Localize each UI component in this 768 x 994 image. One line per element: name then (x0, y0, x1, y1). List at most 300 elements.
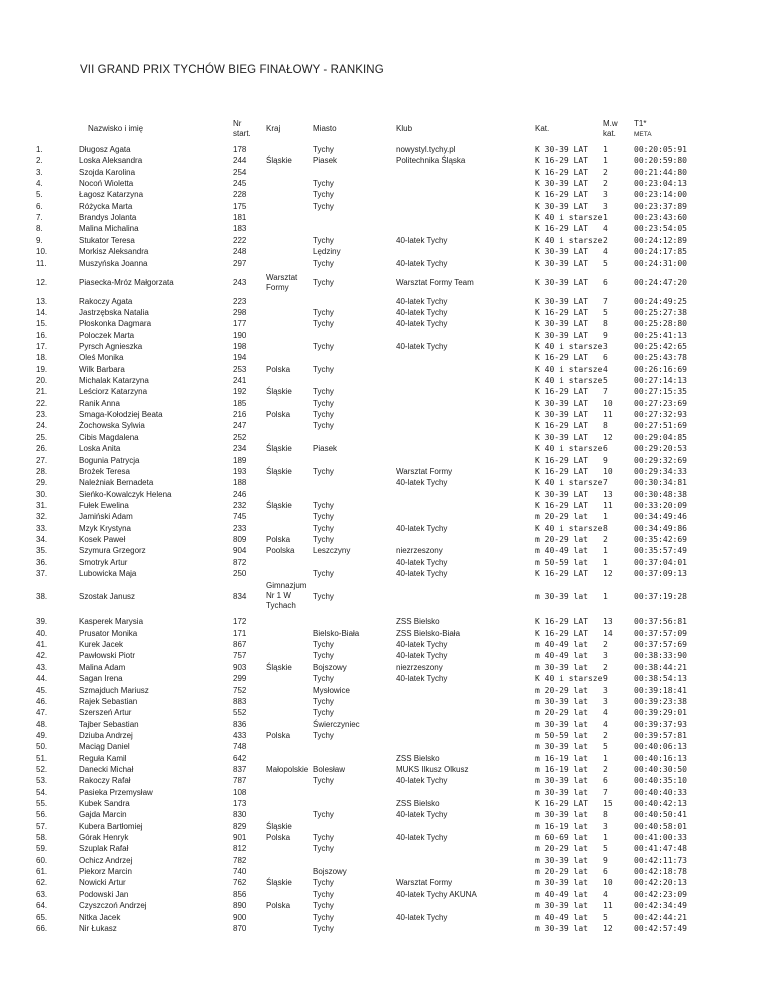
category: m 30-39 lat (535, 742, 588, 752)
category-place: 9 (603, 330, 608, 340)
finish-time: 00:24:49:25 (634, 296, 687, 306)
category: K 16-29 LAT (535, 167, 588, 177)
city: Tychy (313, 500, 334, 510)
club: 40-latek Tychy (396, 651, 448, 661)
row-number: 34. (36, 534, 48, 544)
club: 40-latek Tychy (396, 342, 448, 351)
athlete-name: Pyrsch Agnieszka (79, 342, 143, 351)
row-number: 24. (36, 421, 48, 431)
header-klub: Klub (396, 124, 413, 133)
category-place: 10 (603, 466, 613, 476)
category: K 30-39 LAT (535, 247, 588, 257)
start-number: 222 (233, 235, 247, 245)
athlete-name: Szerszeń Artur (79, 708, 132, 718)
club: Politechnika Śląska (396, 156, 466, 166)
category: K 40 i starsze (535, 235, 603, 245)
row-number: 9. (36, 235, 43, 245)
row-number: 26. (36, 444, 48, 454)
row-number: 16. (36, 330, 48, 340)
finish-time: 00:41:00:33 (634, 833, 687, 842)
category: K 16-29 LAT (535, 387, 588, 397)
start-number: 829 (233, 821, 247, 831)
category-place: 3 (603, 651, 608, 661)
category-place: 2 (603, 662, 608, 672)
athlete-name: Smotryk Artur (79, 557, 128, 567)
club: Warsztat Formy Team (396, 277, 474, 287)
athlete-name: Szuplak Rafał (79, 844, 129, 854)
city: Tychy (313, 364, 334, 374)
region: Polska (266, 364, 291, 374)
city: Tychy (313, 523, 334, 533)
finish-time: 00:42:20:13 (634, 878, 687, 888)
athlete-name: Poloczek Marta (79, 330, 135, 340)
category: m 40-49 lat (535, 889, 588, 899)
finish-time: 00:35:57:49 (634, 546, 687, 556)
athlete-name: Brożek Teresa (79, 466, 130, 476)
row-number: 43. (36, 662, 48, 672)
start-number: 188 (233, 478, 247, 488)
finish-time: 00:23:14:00 (634, 190, 687, 200)
row-number: 15. (36, 319, 48, 329)
start-number: 246 (233, 489, 247, 499)
city: Tychy (313, 277, 334, 287)
finish-time: 00:29:34:33 (634, 466, 687, 476)
athlete-name: Cibis Magdalena (79, 432, 139, 442)
finish-time: 00:42:23:09 (634, 889, 687, 899)
category-place: 8 (603, 810, 608, 820)
category-place: 3 (603, 190, 608, 200)
category-place: 12 (603, 432, 613, 442)
athlete-name: Sieńko-Kowalczyk Helena (79, 489, 172, 499)
category-place: 1 (603, 156, 608, 166)
athlete-name: Oleś Monika (79, 353, 124, 363)
finish-time: 00:30:48:38 (634, 489, 687, 499)
city: Tychy (313, 466, 334, 476)
category: m 16-19 lat (535, 764, 588, 774)
finish-time: 00:40:40:33 (634, 787, 687, 797)
finish-time: 00:42:18:78 (634, 867, 687, 877)
category-place: 2 (603, 534, 608, 544)
start-number: 192 (233, 387, 247, 397)
category: K 30-39 LAT (535, 296, 588, 306)
row-number: 29. (36, 478, 48, 488)
category-place: 2 (603, 179, 608, 188)
start-number: 901 (233, 833, 247, 842)
club: ZSS Bielsko (396, 753, 440, 763)
city: Tychy (313, 889, 334, 899)
category-place: 3 (603, 685, 608, 695)
start-number: 787 (233, 776, 247, 786)
athlete-name: Tajber Sebastian (79, 719, 139, 729)
category: m 30-39 lat (535, 662, 588, 672)
city: Tychy (313, 569, 334, 578)
category-place: 4 (603, 247, 608, 257)
city: Leszczyny (313, 546, 351, 556)
athlete-name: Szymura Grzegorz (79, 546, 146, 556)
finish-time: 00:40:06:13 (634, 742, 687, 752)
athlete-name: Kosek Paweł (79, 534, 126, 544)
start-number: 172 (233, 617, 247, 627)
athlete-name: Jamiński Adam (79, 512, 133, 522)
athlete-name: Rakoczy Agata (79, 296, 133, 306)
start-number: 298 (233, 307, 247, 317)
category-place: 3 (603, 342, 608, 351)
city: Tychy (313, 730, 334, 740)
athlete-name: Pawłowski Piotr (79, 651, 136, 661)
row-number: 33. (36, 523, 48, 533)
athlete-name: Różycka Marta (79, 201, 133, 211)
start-number: 194 (233, 353, 247, 363)
category: m 30-39 lat (535, 787, 588, 797)
category: m 16-19 lat (535, 821, 588, 831)
club: ZSS Bielsko (396, 799, 440, 808)
finish-time: 00:39:18:41 (634, 685, 687, 695)
athlete-name: Kurek Jacek (79, 640, 124, 650)
city: Tychy (313, 512, 334, 522)
start-number: 762 (233, 878, 247, 888)
category: m 20-29 lat (535, 512, 588, 522)
athlete-name: Górak Henryk (79, 833, 129, 842)
city: Tychy (313, 844, 334, 854)
category: K 40 i starsze (535, 444, 603, 454)
start-number: 837 (233, 764, 247, 774)
category-place: 6 (603, 444, 608, 454)
club: 40-latek Tychy (396, 557, 448, 567)
row-number: 65. (36, 912, 48, 922)
category-place: 2 (603, 730, 608, 740)
city: Tychy (313, 651, 334, 661)
finish-time: 00:39:57:81 (634, 730, 687, 740)
finish-time: 00:26:16:69 (634, 364, 687, 374)
finish-time: 00:20:05:91 (634, 145, 687, 154)
row-number: 17. (36, 342, 48, 351)
finish-time: 00:30:34:81 (634, 478, 687, 488)
athlete-name: Ranik Anna (79, 398, 120, 408)
category-place: 6 (603, 277, 608, 287)
club: 40-latek Tychy (396, 674, 448, 684)
category-place: 1 (603, 213, 608, 223)
athlete-name: Piekorz Marcin (79, 867, 132, 877)
athlete-name: Lubowicka Maja (79, 569, 137, 578)
region: Śląskie (266, 387, 292, 397)
club: 40-latek Tychy AKUNA (396, 889, 477, 899)
finish-time: 00:29:32:69 (634, 455, 687, 465)
club: 40-latek Tychy (396, 912, 448, 922)
club: 40-latek Tychy (396, 833, 448, 842)
category: K 16-29 LAT (535, 500, 588, 510)
club: 40-latek Tychy (396, 307, 448, 317)
city: Lędziny (313, 247, 341, 257)
region: Polska (266, 534, 291, 544)
start-number: 198 (233, 342, 247, 351)
start-number: 552 (233, 708, 247, 718)
header-mw: M.w (603, 119, 618, 128)
row-number: 39. (36, 617, 48, 627)
start-number: 809 (233, 534, 247, 544)
category: K 30-39 LAT (535, 489, 588, 499)
category-place: 6 (603, 867, 608, 877)
finish-time: 00:23:04:13 (634, 179, 687, 188)
city: Tychy (313, 398, 334, 408)
category: m 30-39 lat (535, 901, 588, 911)
category: m 20-29 lat (535, 708, 588, 718)
category-place: 3 (603, 201, 608, 211)
city: Tychy (313, 696, 334, 706)
city: Tychy (313, 534, 334, 544)
club: Warsztat Formy (396, 878, 453, 888)
finish-time: 00:25:42:65 (634, 342, 687, 351)
category: K 30-39 LAT (535, 330, 588, 340)
page-title: VII GRAND PRIX TYCHÓW BIEG FINAŁOWY - RANKING (80, 64, 384, 76)
category-place: 4 (603, 719, 608, 729)
club: 40-latek Tychy (396, 258, 448, 268)
athlete-name: Sagan Irena (79, 674, 123, 684)
athlete-name: Nir Łukasz (79, 923, 117, 933)
row-number: 5. (36, 190, 43, 200)
start-number: 299 (233, 674, 247, 684)
row-number: 37. (36, 569, 48, 578)
category: K 40 i starsze (535, 674, 603, 684)
start-number: 297 (233, 258, 247, 268)
row-number: 47. (36, 708, 48, 718)
start-number: 812 (233, 844, 247, 854)
athlete-name: Rajek Sebastian (79, 696, 138, 706)
row-number: 55. (36, 799, 48, 808)
category: m 40-49 lat (535, 912, 588, 922)
athlete-name: Stukator Teresa (79, 235, 135, 245)
finish-time: 00:27:32:93 (634, 410, 687, 420)
athlete-name: Nowicki Artur (79, 878, 126, 888)
category: K 40 i starsze (535, 478, 603, 488)
category: m 30-39 lat (535, 878, 588, 888)
category-place: 7 (603, 296, 608, 306)
start-number: 745 (233, 512, 247, 522)
row-number: 49. (36, 730, 48, 740)
athlete-name: Mzyk Krystyna (79, 523, 132, 533)
start-number: 250 (233, 569, 247, 578)
category: K 40 i starsze (535, 376, 603, 385)
start-number: 253 (233, 364, 247, 374)
header-name: Nazwisko i imię (88, 124, 144, 133)
row-number: 6. (36, 201, 43, 211)
finish-time: 00:24:31:00 (634, 258, 687, 268)
city: Bojszowy (313, 867, 347, 877)
category: K 40 i starsze (535, 523, 603, 533)
category: K 16-29 LAT (535, 455, 588, 465)
category: K 16-29 LAT (535, 224, 588, 234)
category-place: 6 (603, 353, 608, 363)
category: m 40-49 lat (535, 546, 588, 556)
club: 40-latek Tychy (396, 235, 448, 245)
start-number: 232 (233, 500, 247, 510)
start-number: 890 (233, 901, 247, 911)
category-place: 5 (603, 844, 608, 854)
category-place: 2 (603, 235, 608, 245)
region: Śląskie (266, 878, 292, 888)
finish-time: 00:24:47:20 (634, 277, 687, 287)
finish-time: 00:42:44:21 (634, 912, 687, 922)
row-number: 18. (36, 353, 48, 363)
row-number: 59. (36, 844, 48, 854)
athlete-name: Ochicz Andrzej (79, 855, 133, 865)
row-number: 27. (36, 455, 48, 465)
start-number: 245 (233, 179, 247, 188)
finish-time: 00:34:49:86 (634, 523, 687, 533)
category-place: 5 (603, 307, 608, 317)
row-number: 13. (36, 296, 48, 306)
region: Polska (266, 833, 291, 842)
city: Tychy (313, 833, 334, 842)
category-place: 1 (603, 753, 608, 763)
region: Gimnazjum Nr 1 W Tychach (266, 581, 307, 611)
category-place: 13 (603, 617, 613, 627)
start-number: 836 (233, 719, 247, 729)
category-place: 11 (603, 901, 613, 911)
city: Tychy (313, 201, 334, 211)
athlete-name: Leściorz Katarzyna (79, 387, 148, 397)
row-number: 7. (36, 213, 43, 223)
athlete-name: Loska Anita (79, 444, 121, 454)
athlete-name: Wilk Barbara (79, 364, 125, 374)
club: 40-latek Tychy (396, 569, 448, 578)
finish-time: 00:21:44:80 (634, 167, 687, 177)
category-place: 1 (603, 145, 608, 154)
start-number: 254 (233, 167, 247, 177)
athlete-name: Nocoń Wioletta (79, 179, 134, 188)
category-place: 1 (603, 833, 608, 842)
header-t1: T1* (634, 119, 647, 128)
city: Tychy (313, 901, 334, 911)
club: ZSS Bielsko (396, 617, 440, 627)
category: K 16-29 LAT (535, 421, 588, 431)
club: 40-latek Tychy (396, 810, 448, 820)
row-number: 66. (36, 923, 48, 933)
start-number: 234 (233, 444, 247, 454)
start-number: 216 (233, 410, 247, 420)
athlete-name: Szostak Janusz (79, 592, 136, 602)
category: K 30-39 LAT (535, 179, 588, 188)
finish-time: 00:24:12:89 (634, 235, 687, 245)
header-miasto: Miasto (313, 124, 337, 133)
category-place: 8 (603, 319, 608, 329)
finish-time: 00:23:54:05 (634, 224, 687, 234)
finish-time: 00:25:27:38 (634, 307, 687, 317)
category: m 60-69 lat (535, 833, 588, 842)
finish-time: 00:24:17:85 (634, 247, 687, 257)
city: Tychy (313, 190, 334, 200)
start-number: 872 (233, 557, 247, 567)
city: Tychy (313, 387, 334, 397)
start-number: 223 (233, 296, 247, 306)
athlete-name: Łagosz Katarzyna (79, 190, 144, 200)
category: m 20-29 lat (535, 685, 588, 695)
category: K 40 i starsze (535, 364, 603, 374)
header-kraj: Kraj (266, 124, 281, 133)
category-place: 5 (603, 376, 608, 385)
start-number: 752 (233, 685, 247, 695)
start-number: 748 (233, 742, 247, 752)
start-number: 904 (233, 546, 247, 556)
start-number: 189 (233, 455, 247, 465)
category: K 16-29 LAT (535, 353, 588, 363)
category-place: 1 (603, 546, 608, 556)
region: Śląskie (266, 156, 292, 166)
city: Tychy (313, 410, 334, 420)
category: m 20-29 lat (535, 534, 588, 544)
row-number: 38. (36, 592, 48, 602)
category-place: 4 (603, 708, 608, 718)
club: niezrzeszony (396, 662, 443, 672)
athlete-name: Fułek Ewelina (79, 500, 129, 510)
category: m 30-39 lat (535, 855, 588, 865)
start-number: 173 (233, 799, 247, 808)
category: K 30-39 LAT (535, 145, 588, 154)
start-number: 252 (233, 432, 247, 442)
athlete-name: Prusator Monika (79, 628, 138, 638)
row-number: 42. (36, 651, 48, 661)
athlete-name: Należniak Bernadeta (79, 478, 154, 488)
category: m 50-59 lat (535, 730, 588, 740)
city: Tychy (313, 342, 334, 351)
category: K 30-39 LAT (535, 319, 588, 329)
finish-time: 00:41:47:48 (634, 844, 687, 854)
start-number: 243 (233, 277, 247, 287)
athlete-name: Kubera Bartłomiej (79, 821, 143, 831)
start-number: 248 (233, 247, 247, 257)
category-place: 5 (603, 742, 608, 752)
finish-time: 00:34:49:46 (634, 512, 687, 522)
club: niezrzeszony (396, 546, 443, 556)
finish-time: 00:40:30:50 (634, 764, 687, 774)
finish-time: 00:40:16:13 (634, 753, 687, 763)
city: Tychy (313, 258, 334, 268)
start-number: 177 (233, 319, 247, 329)
category-place: 9 (603, 455, 608, 465)
row-number: 32. (36, 512, 48, 522)
finish-time: 00:40:35:10 (634, 776, 687, 786)
city: Tychy (313, 145, 334, 154)
start-number: 830 (233, 810, 247, 820)
category: K 40 i starsze (535, 342, 603, 351)
city: Tychy (313, 640, 334, 650)
city: Piasek (313, 156, 338, 166)
row-number: 64. (36, 901, 48, 911)
finish-time: 00:42:34:49 (634, 901, 687, 911)
city: Tychy (313, 179, 334, 188)
finish-time: 00:37:57:69 (634, 640, 687, 650)
region: Małopolskie (266, 764, 309, 774)
city: Mysłowice (313, 685, 350, 695)
start-number: 175 (233, 201, 247, 211)
category-place: 8 (603, 523, 608, 533)
athlete-name: Malina Adam (79, 662, 126, 672)
header-nr-start: start. (233, 129, 251, 138)
row-number: 22. (36, 398, 48, 408)
row-number: 48. (36, 719, 48, 729)
city: Tychy (313, 923, 334, 933)
header-kat: Kat. (535, 124, 550, 133)
category: m 30-39 lat (535, 696, 588, 706)
category: m 30-39 lat (535, 776, 588, 786)
finish-time: 00:33:20:09 (634, 500, 687, 510)
athlete-name: Morkisz Aleksandra (79, 247, 149, 257)
row-number: 3. (36, 167, 43, 177)
club: 40-latek Tychy (396, 296, 448, 306)
start-number: 247 (233, 421, 247, 431)
finish-time: 00:39:29:01 (634, 708, 687, 718)
athlete-name: Nitka Jacek (79, 912, 121, 922)
start-number: 883 (233, 696, 247, 706)
